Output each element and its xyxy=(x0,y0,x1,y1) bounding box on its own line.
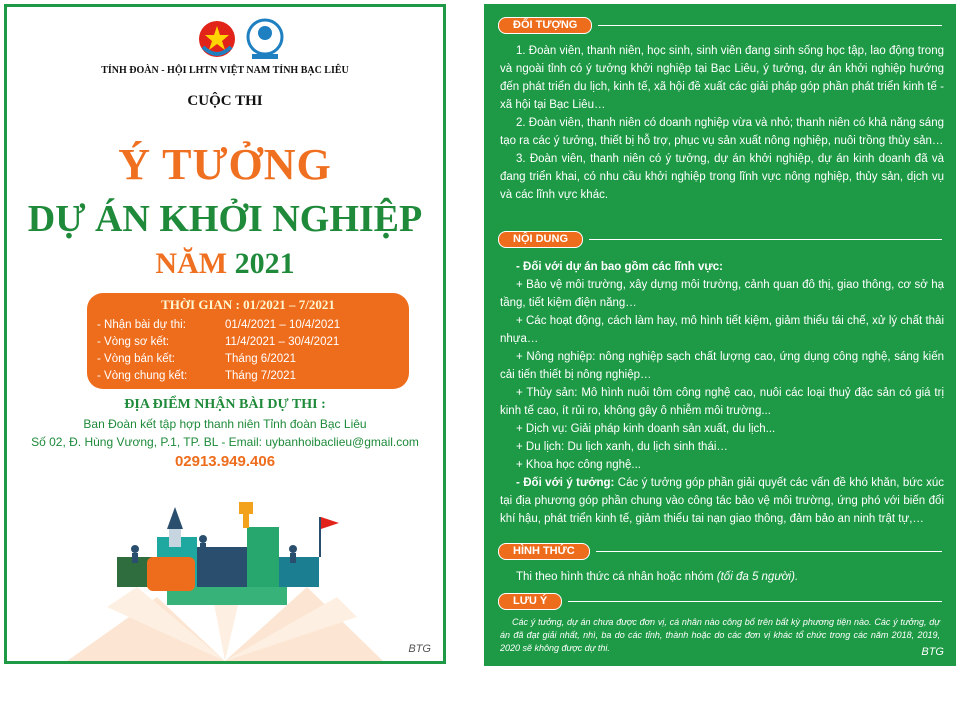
section-title: ĐỐI TƯỢNG xyxy=(498,17,592,34)
paragraph: - Đối với dự án bao gồm các lĩnh vực: xyxy=(516,261,723,273)
btg-signature: BTG xyxy=(408,643,431,655)
paragraph: + Dịch vụ: Giải pháp kinh doanh sản xuất, du lịch... xyxy=(516,423,776,435)
schedule-header: THỜI GIAN : 01/2021 – 7/2021 xyxy=(161,297,335,312)
schedule-value: 11/4/2021 – 30/4/2021 xyxy=(225,336,340,348)
divider xyxy=(568,601,942,602)
trophy-icon xyxy=(239,502,253,528)
venue-line-1: Ban Đoàn kết tập hợp thanh niên Tỉnh đoàn Bạc Liêu xyxy=(83,417,367,431)
hinh-thuc-main: Thi theo hình thức cá nhân hoặc nhóm xyxy=(516,571,717,583)
schedule-value: Tháng 6/2021 xyxy=(225,353,296,365)
hinh-thuc-text xyxy=(500,568,944,586)
section-header-hinh-thuc xyxy=(498,544,942,559)
schedule-row xyxy=(97,351,399,368)
venue-header: ĐỊA ĐIỂM NHẬN BÀI DỰ THI : xyxy=(124,397,326,412)
luu-y-text xyxy=(500,616,940,655)
paragraph: 3. Đoàn viên, thanh niên có ý tưởng, dự án khởi nghiệp, dự án kinh doanh đã và đang triển khai, có nhu cầu khởi nghiệp trong lĩnh vực nông nghiệp, thủy sản, dịch vụ và các lĩnh vực khác. xyxy=(500,153,944,201)
title-year xyxy=(7,247,443,281)
title-line-1: Ý TƯỞNG xyxy=(118,140,332,189)
section-header-noi-dung xyxy=(498,232,942,247)
idea-text: Các ý tưởng góp phần giải quyết các vấn đề khó khăn, bức xúc tại địa phương góp phần chung vào công tác bảo vệ môi trường, ứng phó với biến đổi khí hậu, phát triển kinh tế, giảm thiểu tai nạn giao thông, đảm bảo an ninh trật tự,… xyxy=(500,477,944,525)
startup-illustration xyxy=(7,477,443,661)
year-word: NĂM xyxy=(155,247,228,280)
schedule-label: - Vòng bán kết: xyxy=(97,353,175,365)
paragraph: + Các hoạt động, cách làm hay, mô hình tiết kiệm, giảm thiểu tái chế, xử lý chất thải nhựa… xyxy=(500,315,944,345)
schedule-value: 01/4/2021 – 10/4/2021 xyxy=(225,319,341,331)
doi-tuong-text xyxy=(500,42,944,204)
paragraph: + Khoa học công nghệ... xyxy=(516,459,642,471)
schedule-label: - Vòng chung kết: xyxy=(97,370,188,382)
poster xyxy=(4,4,446,664)
paragraph: + Nông nghiệp: nông nghiệp sạch chất lượng cao, ứng dụng công nghệ, sáng kiến cải tiến thiết bị nông nghiệp… xyxy=(500,351,944,381)
title-line-2: DỰ ÁN KHỞI NGHIỆP xyxy=(27,198,423,240)
schedule-row xyxy=(97,368,399,385)
paragraph: 1. Đoàn viên, thanh niên, học sinh, sinh viên đang sinh sống học tập, lao động trong và ngoài tỉnh có ý tưởng khởi nghiệp tại Bạc Liêu, ý tưởng, dự án khởi nghiệp hướng đến phát triển du lịch, kinh tế, xã hội đề xuất các giải pháp góp phần phát triển kinh tế - xã hội tại Bạc Liêu… xyxy=(500,45,944,111)
paragraph: Các ý tưởng, dự án chưa được đơn vị, cá nhân nào công bố trên bất kỳ phương tiện nào. Các ý tưởng, dự án đã đạt giải nhất, nhì, ba do các tỉnh, thành hoặc do các đơn vị khác tổ chức trong các năm 2018, 2019, 2020 sẽ không được dự thi. xyxy=(500,617,940,653)
section-title: LƯU Ý xyxy=(498,593,562,610)
organizer-line: TỈNH ĐOÀN - HỘI LHTN VIỆT NAM TỈNH BẠC LIÊU xyxy=(101,65,349,76)
flag-icon xyxy=(319,517,339,557)
section-title: NỘI DUNG xyxy=(498,231,583,248)
contest-label: CUỘC THI xyxy=(187,93,263,109)
section-header-doi-tuong xyxy=(498,18,942,33)
youth-association-emblem-icon xyxy=(248,20,282,59)
orange-badge-icon xyxy=(147,557,195,591)
paragraph: 2. Đoàn viên, thanh niên có doanh nghiệp vừa và nhỏ; thanh niên có khả năng sáng tạo ra các ý tưởng, thiết bị hỗ trợ, phục vụ sản xuất nông nghiệp, nuôi trồng thủy sản… xyxy=(500,117,944,147)
schedule-value: Tháng 7/2021 xyxy=(225,370,296,382)
paragraph: + Bảo vệ môi trường, xây dựng môi trường, cảnh quan đô thị, giao thông, cơ sở hạ tầng, tiết kiệm điện năng… xyxy=(500,279,944,309)
schedule-row xyxy=(97,334,399,351)
schedule-box xyxy=(87,293,409,389)
info-panel xyxy=(484,4,956,666)
btg-signature: BTG xyxy=(921,646,944,658)
paragraph: + Du lịch: Du lịch xanh, du lịch sinh thái… xyxy=(516,441,728,453)
venue-line-2: Số 02, Đ. Hùng Vương, P.1, TP. BL - Email: uybanhoibaclieu@gmail.com xyxy=(31,435,419,449)
schedule-label: - Nhận bài dự thi: xyxy=(97,319,186,331)
phone-number: 02913.949.406 xyxy=(174,453,276,470)
idea-label: - Đối với ý tưởng: xyxy=(516,477,615,489)
paragraph xyxy=(500,568,944,586)
youth-union-logos xyxy=(197,17,289,61)
year-number: 2021 xyxy=(234,247,295,280)
divider xyxy=(598,25,942,26)
noi-dung-text xyxy=(500,258,944,528)
paragraph: + Thủy sản: Mô hình nuôi tôm công nghệ cao, nuôi các loại thuỷ đặc sản có giá trị kinh tế cao, ít rủi ro, không gây ô nhiễm môi trường... xyxy=(500,387,944,417)
hinh-thuc-note: (tối đa 5 người). xyxy=(716,571,799,583)
schedule-row xyxy=(97,317,399,334)
section-header-luu-y xyxy=(498,594,942,609)
youth-union-emblem-icon xyxy=(199,21,235,57)
rocket-icon xyxy=(167,507,183,547)
divider xyxy=(596,551,942,552)
schedule-label: - Vòng sơ kết: xyxy=(97,336,170,348)
paragraph xyxy=(500,474,944,528)
section-title: HÌNH THỨC xyxy=(498,543,590,560)
divider xyxy=(589,239,942,240)
